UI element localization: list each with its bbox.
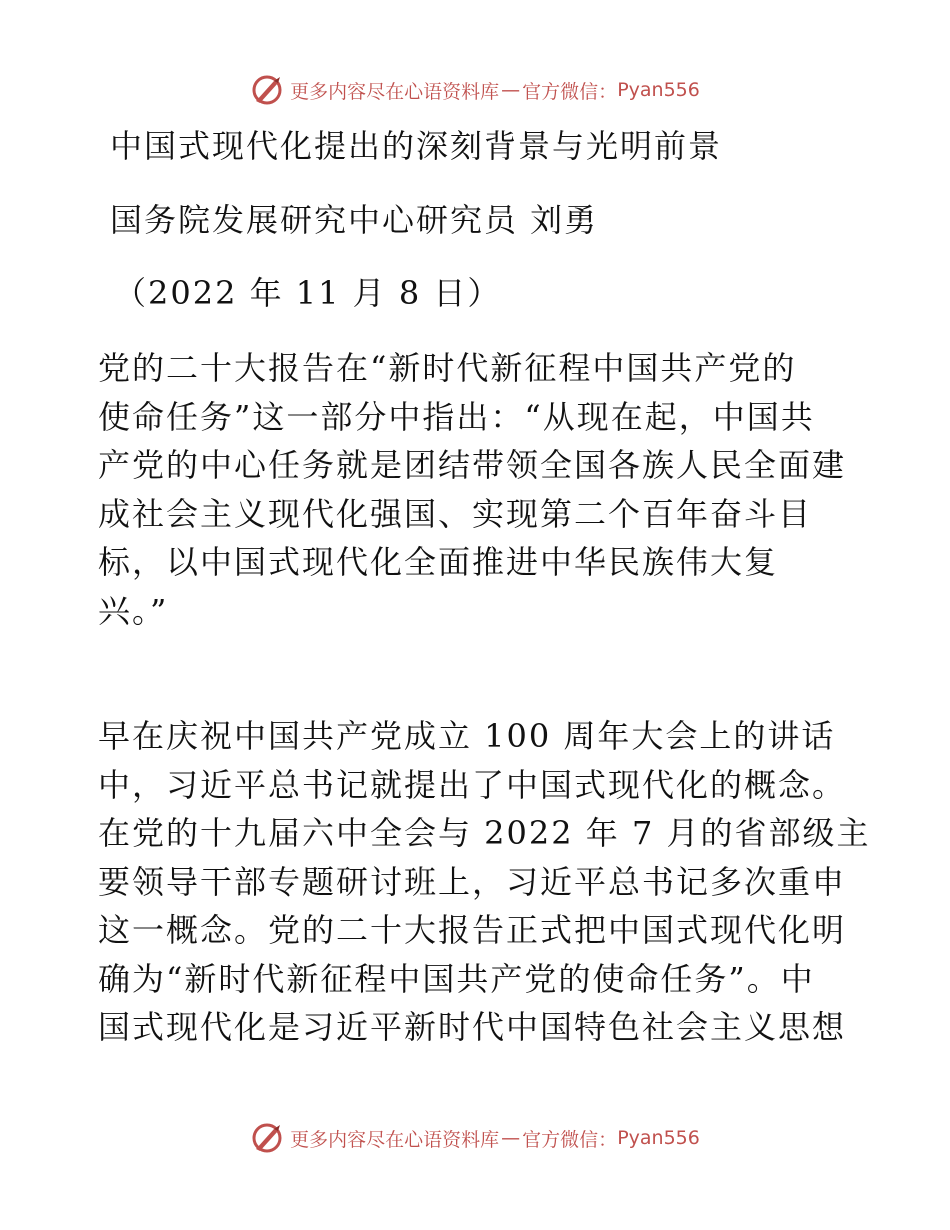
- text-line: 使命任务”这一部分中指出：“从现在起，中国共: [98, 397, 815, 436]
- footer-watermark: [0, 1118, 950, 1158]
- text-line: 确为“新时代新征程中国共产党的使命任务”。中: [98, 959, 815, 998]
- text-line: 产党的中心任务就是团结带领全国各族人民全面建: [98, 446, 847, 484]
- paragraph-1: [98, 344, 858, 635]
- text-line: 早在庆祝中国共产党成立 100 周年大会上的讲话: [98, 717, 836, 755]
- watermark-wechat-id: Pyan556: [617, 79, 700, 101]
- document-title: 中国式现代化提出的深刻背景与光明前景: [110, 127, 723, 165]
- watermark-wechat-label: 官方微信：: [522, 80, 618, 103]
- text-line: 这一概念。党的二十大报告正式把中国式现代化明: [98, 911, 847, 949]
- text-line: 成社会主义现代化强国、实现第二个百年奋斗目: [98, 494, 813, 533]
- quill-seal-icon: [250, 1121, 284, 1155]
- paragraph-2: [98, 712, 871, 1052]
- watermark-wechat-id: Pyan556: [617, 1127, 700, 1149]
- watermark-separator: —: [501, 79, 521, 101]
- header-watermark: [0, 70, 950, 110]
- text-line: 党的二十大报告在“新时代新征程中国共产党的: [98, 349, 797, 387]
- watermark-wechat-label: 官方微信：: [522, 1128, 618, 1151]
- document-author: 国务院发展研究中心研究员 刘勇: [110, 201, 599, 239]
- watermark-separator: —: [501, 1127, 521, 1149]
- text-line: 国式现代化是习近平新时代中国特色社会主义思想: [98, 1008, 847, 1046]
- text-line: 中，习近平总书记就提出了中国式现代化的概念。: [98, 765, 847, 804]
- text-line: 要领导干部专题研讨班上，习近平总书记多次重申: [98, 862, 847, 901]
- quill-seal-icon: [250, 73, 284, 107]
- watermark-text: 更多内容尽在心语资料库: [290, 1128, 500, 1151]
- watermark-text: 更多内容尽在心语资料库: [290, 80, 500, 103]
- text-line: 标，以中国式现代化全面推进中华民族伟大复: [98, 543, 779, 581]
- text-line: 兴。”: [98, 591, 169, 630]
- document-date: （2022 年 11 月 8 日）: [114, 274, 502, 312]
- text-line: 在党的十九届六中全会与 2022 年 7 月的省部级主: [98, 814, 871, 852]
